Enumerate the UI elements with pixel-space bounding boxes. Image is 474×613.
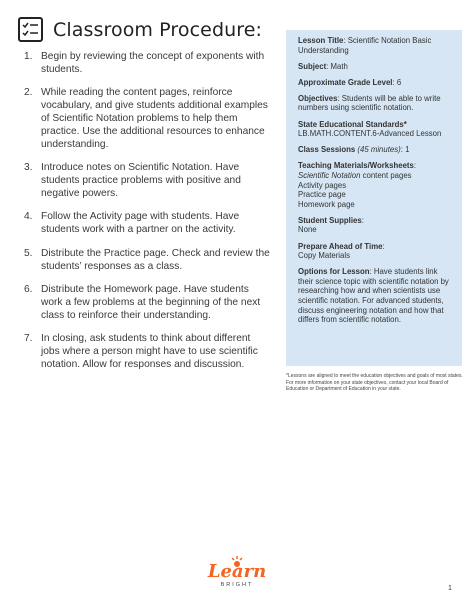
class-sessions-minutes: (45 minutes) — [357, 145, 401, 155]
materials-item: Homework page — [298, 199, 355, 209]
step-text: Begin by reviewing the concept of exponents with students. — [41, 51, 265, 75]
learn-bright-logo — [0, 563, 474, 588]
step-number: 7. — [24, 333, 33, 345]
page-title: Classroom Procedure: — [53, 18, 263, 41]
subject-label: Subject — [298, 61, 327, 71]
step-number: 3. — [24, 162, 33, 174]
procedure-step — [24, 51, 270, 77]
objectives-label: Objectives — [298, 93, 338, 103]
subject-value: Math — [330, 61, 348, 71]
materials-item — [298, 171, 452, 181]
procedure-step — [24, 333, 270, 371]
checklist-icon — [18, 17, 43, 42]
supplies-value: None — [298, 225, 317, 235]
class-sessions-label: Class Sessions — [298, 145, 356, 155]
logo-subtitle: BRIGHT — [220, 582, 254, 588]
step-number: 4. — [24, 211, 33, 223]
lesson-title-label: Lesson Title — [298, 36, 344, 45]
step-number: 1. — [24, 51, 33, 62]
prepare-value: Copy Materials — [298, 251, 350, 261]
procedure-step — [24, 284, 270, 322]
step-text: Distribute the Practice page. Check and review the students’ responses as a class. — [41, 247, 270, 272]
materials-item: Activity pages — [298, 180, 347, 190]
options-section: Options for Lesson: Have students link their science topic with scientific notation by researching how and when scientists use scientific notation. For advanced students, discuss engineering notation and how that differs from scientific notation. — [298, 267, 449, 325]
lesson-title-value: Scientific Notation Basic Understanding — [298, 36, 432, 55]
supplies-section: Student Supplies: None — [298, 216, 452, 235]
step-number: 5. — [24, 247, 33, 259]
step-text: While reading the content pages, reinforce vocabulary, and give students additional examples of Scientific Notation problems to help them practice. Use the additional resources to enhance understanding. — [41, 87, 268, 150]
objectives-value: Students will be able to write numbers using scientific notation. — [298, 93, 441, 113]
step-text: Follow the Activity page with students. Have students work with a partner on the activity. — [41, 211, 240, 236]
step-number: 2. — [24, 87, 33, 99]
step-text: Distribute the Homework page. Have students work a few problems at the beginning of the next class to reinforce their understanding. — [41, 284, 261, 321]
standards-section — [298, 120, 452, 139]
class-sessions-value: 1 — [405, 145, 410, 155]
options-value: Have students link their science topic with scientific notation by researching how and when scientists use scientific notation. For advanced students, discuss engineering notation and how that differs from scientific notation. — [298, 267, 449, 325]
materials-item-italic: Scientific Notation — [298, 170, 361, 180]
materials-label: Teaching Materials/Worksheets — [298, 161, 414, 171]
procedure-step — [24, 211, 270, 237]
grade-level-value: 6 — [396, 77, 402, 87]
materials-item: Practice page — [298, 190, 346, 200]
objectives-section: Objectives: Students will be able to write numbers using scientific notation. — [298, 93, 441, 113]
logo-wordmark: Learn — [207, 561, 267, 582]
procedure-list — [24, 51, 270, 383]
page-header — [18, 17, 262, 42]
standards-label: State Educational Standards* — [298, 119, 407, 129]
procedure-step — [24, 162, 270, 200]
lesson-info-panel — [286, 30, 462, 366]
lesson-title-section: Lesson Title: Scientific Notation Basic Understanding — [298, 36, 432, 55]
subject-section: Subject: Math — [298, 61, 348, 71]
supplies-label: Student Supplies — [298, 215, 362, 225]
prepare-label: Prepare Ahead of Time — [298, 241, 383, 251]
step-text: Introduce notes on Scientific Notation. Have students practice problems with positive and negative powers. — [41, 162, 241, 199]
class-sessions-section: Class Sessions (45 minutes): 1 — [298, 145, 410, 155]
step-number: 6. — [24, 284, 33, 296]
page-number: 1 — [448, 585, 452, 592]
grade-level-section: Approximate Grade Level: 6 — [298, 77, 402, 87]
grade-level-label: Approximate Grade Level — [298, 77, 393, 87]
procedure-step — [24, 87, 270, 151]
procedure-step — [24, 248, 270, 274]
standards-value: LB.MATH.CONTENT.6-Advanced Lesson — [298, 129, 442, 139]
materials-item-rest: content pages — [362, 170, 412, 180]
prepare-section: Prepare Ahead of Time: Copy Materials — [298, 242, 452, 261]
materials-section: Teaching Materials/Worksheets: Scientific Notation content pages Activity pages Practice page Homework page — [298, 161, 452, 209]
options-label: Options for Lesson — [298, 267, 370, 277]
step-text: In closing, ask students to think about different jobs where a person might have to use scientific notation. Allow for responses and discussion. — [41, 333, 258, 370]
standards-footnote: *Lessons are aligned to meet the education objectives and goals of most states. For more information on your state objectives, contact your local Board of Education or Department of Education in your state. — [286, 373, 463, 393]
